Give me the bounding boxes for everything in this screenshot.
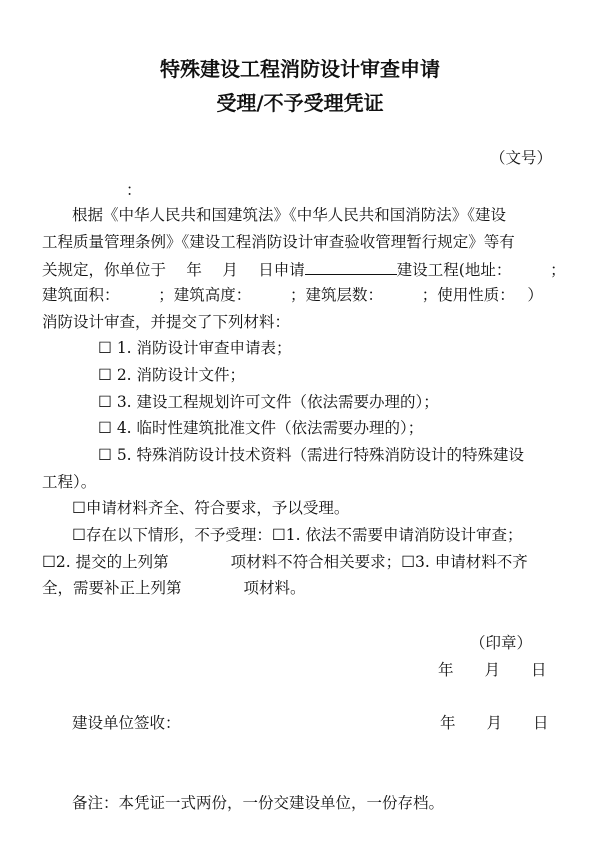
material-item-3: ☐ 3. 建设工程规划许可文件（依法需要办理的）； bbox=[98, 393, 439, 411]
body-line-3-address: 建设工程(地址： ； bbox=[396, 261, 566, 279]
material-item-5: ☐ 5. 特殊消防设计技术资料（需进行特殊消防设计的特殊建设 bbox=[98, 446, 525, 464]
body-line-2: 工程质量管理条例》《建设工程消防设计审查验收管理暂行规定》等有 bbox=[42, 233, 515, 251]
accept-option: ☐申请材料齐全、符合要求，予以受理。 bbox=[72, 499, 350, 517]
document-number: （文号） bbox=[490, 149, 553, 167]
material-item-2: ☐ 2. 消防设计文件； bbox=[98, 366, 246, 384]
project-name-blank bbox=[305, 258, 397, 275]
reject-line-3: 全，需要补正上列第 项材料。 bbox=[42, 579, 306, 597]
reject-line-1: ☐存在以下情形，不予受理：☐1. 依法不需要申请消防设计审查； bbox=[72, 526, 523, 544]
reject-line-2: ☐2. 提交的上列第 项材料不符合相关要求；☐3. 申请材料不齐 bbox=[42, 553, 528, 571]
material-item-4: ☐ 4. 临时性建筑批准文件（依法需要办理的）； bbox=[98, 419, 424, 437]
body-line-3-date: 关规定，你单位于 年 月 日申请 bbox=[42, 261, 305, 279]
material-item-1: ☐ 1. 消防设计审查申请表； bbox=[98, 339, 292, 357]
seal-date: 年 月 日 bbox=[438, 661, 547, 679]
body-line-4: 建筑面积： ；建筑高度： ；建筑层数： ；使用性质： ） bbox=[42, 286, 543, 304]
body-line-1: 根据《中华人民共和国建筑法》《中华人民共和国消防法》《建设 bbox=[72, 206, 507, 224]
document-title: 特殊建设工程消防设计审查申请 bbox=[160, 57, 440, 81]
material-item-5-continued: 工程）。 bbox=[42, 473, 97, 491]
sign-label: 建设单位签收： bbox=[72, 714, 181, 732]
addressee-colon: ： bbox=[126, 181, 142, 199]
sign-date: 年 月 日 bbox=[440, 714, 549, 732]
seal-label: （印章） bbox=[470, 634, 533, 652]
body-line-3 bbox=[42, 258, 566, 280]
document-subtitle: 受理/不予受理凭证 bbox=[216, 91, 384, 115]
body-line-5: 消防设计审查，并提交了下列材料： bbox=[42, 313, 291, 331]
remark-note: 备注：本凭证一式两份，一份交建设单位，一份存档。 bbox=[72, 794, 445, 812]
